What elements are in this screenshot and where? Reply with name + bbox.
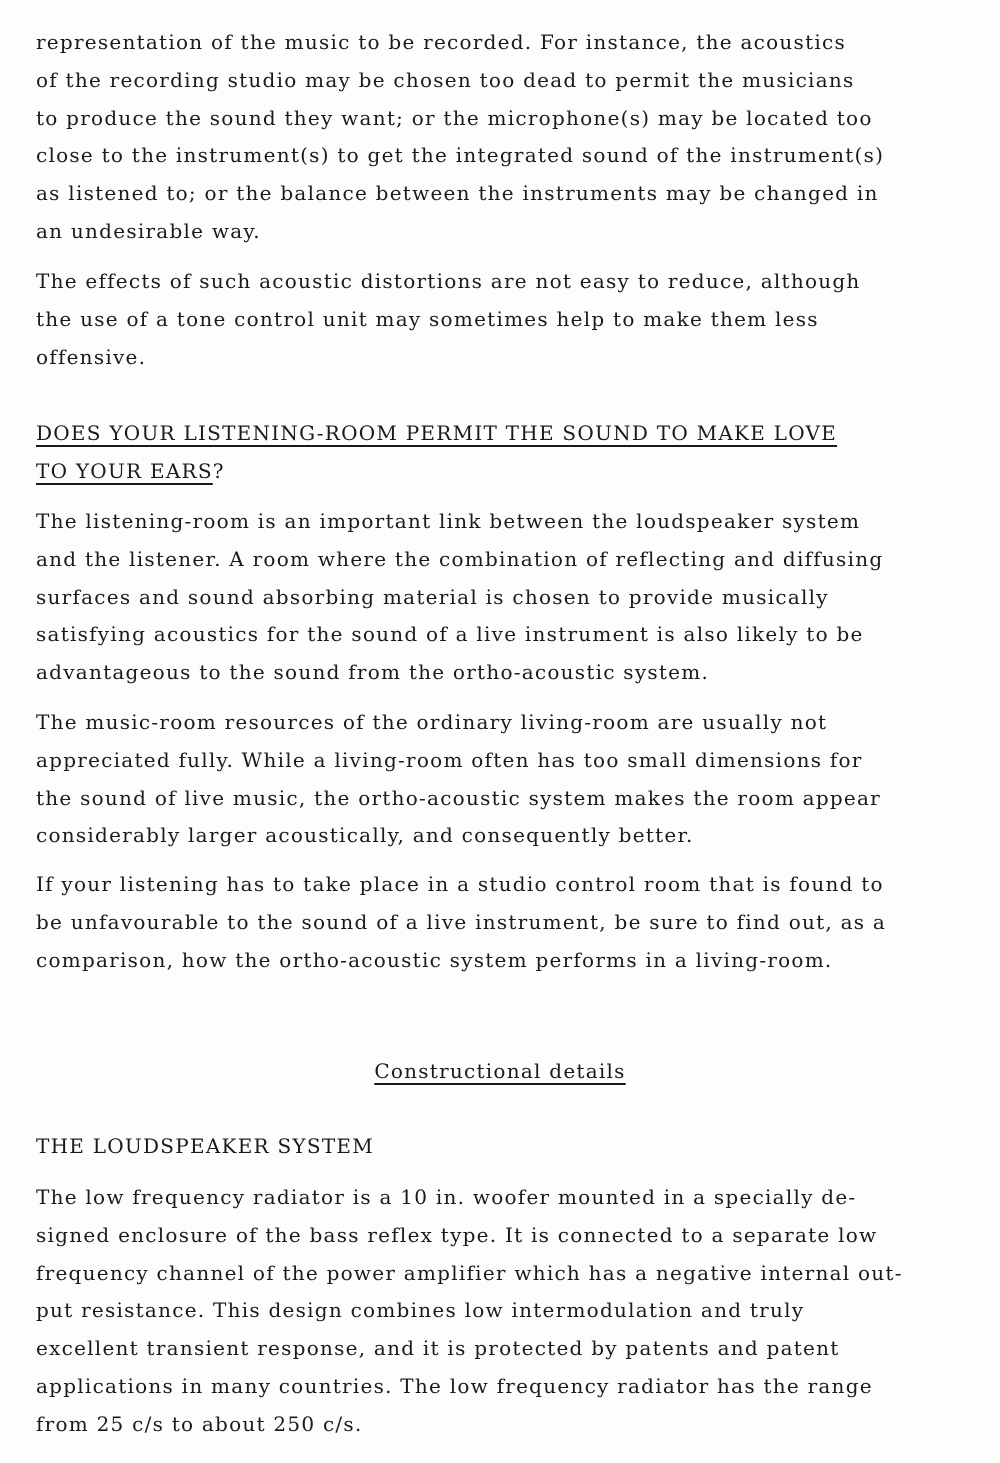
text-line: of the recording studio may be chosen too dead to permit the musicians	[36, 67, 855, 92]
text-line: put resistance. This design combines low intermodulation and truly	[36, 1298, 805, 1323]
heading-line-1: DOES YOUR LISTENING-ROOM PERMIT THE SOUND TO MAKE LOVE	[36, 421, 838, 445]
text-line: the use of a tone control unit may sometimes help to make them less	[36, 306, 819, 331]
text-line: excellent transient response, and it is protected by patents and patent	[36, 1336, 840, 1361]
section-title-block	[0, 1053, 1000, 1091]
text-line: advantageous to the sound from the ortho-acoustic system.	[36, 660, 710, 685]
text-line: signed enclosure of the bass reflex type. It is connected to a separate low	[36, 1222, 878, 1247]
text-line: representation of the music to be recorded. For instance, the acoustics	[36, 30, 846, 54]
text-line: and the listener. A room where the combination of reflecting and diffusing	[36, 546, 884, 571]
text-line: The effects of such acoustic distortions are not easy to reduce, although	[36, 269, 861, 293]
paragraph-low-frequency-radiator	[36, 1179, 976, 1444]
text-line: an undesirable way.	[36, 218, 261, 243]
text-line: satisfying acoustics for the sound of a live instrument is also likely to be	[36, 622, 864, 647]
text-line: the sound of live music, the ortho-acoustic system makes the room appear	[36, 785, 881, 810]
text-line: frequency channel of the power amplifier which has a negative internal out-	[36, 1260, 903, 1285]
text-line: If your listening has to take place in a studio control room that is found to	[36, 872, 884, 896]
paragraph-tone-control	[36, 263, 976, 376]
heading-line	[36, 415, 976, 453]
text-line: applications in many countries. The low frequency radiator has the range	[36, 1373, 873, 1398]
text-line: be unfavourable to the sound of a live instrument, be sure to find out, as a	[36, 909, 887, 934]
text-line: The low frequency radiator is a 10 in. woofer mounted in a specially de-	[36, 1185, 857, 1209]
text-line: as listened to; or the balance between the instruments may be changed in	[36, 181, 879, 206]
text-line: from 25 c/s to about 250 c/s.	[36, 1411, 363, 1436]
paragraph-studio-control-room	[36, 866, 976, 979]
heading-line: THE LOUDSPEAKER SYSTEM	[36, 1134, 374, 1158]
heading-line	[36, 453, 976, 491]
heading-question-mark: ?	[212, 458, 225, 483]
text-line: offensive.	[36, 344, 147, 369]
section-title-text: Constructional details	[374, 1059, 626, 1083]
paragraph-listening-room-link	[36, 503, 976, 692]
text-line: to produce the sound they want; or the microphone(s) may be located too	[36, 105, 873, 130]
heading-loudspeaker-system	[36, 1128, 976, 1166]
text-line: surfaces and sound absorbing material is chosen to provide musically	[36, 584, 829, 609]
text-line: appreciated fully. While a living-room often has too small dimensions for	[36, 747, 863, 772]
paragraph-acoustic-distortion	[36, 24, 976, 251]
text-line: The music-room resources of the ordinary living-room are usually not	[36, 710, 828, 734]
text-line: The listening-room is an important link between the loudspeaker system	[36, 509, 861, 533]
section-title	[0, 1053, 1000, 1091]
paragraph-music-room-resources	[36, 704, 976, 855]
heading-line-2: TO YOUR EARS	[36, 458, 213, 483]
text-line: considerably larger acoustically, and consequently better.	[36, 823, 694, 848]
text-line: comparison, how the ortho-acoustic system performs in a living-room.	[36, 947, 833, 972]
heading-listening-room	[36, 415, 976, 491]
text-line: close to the instrument(s) to get the integrated sound of the instrument(s)	[36, 143, 885, 168]
